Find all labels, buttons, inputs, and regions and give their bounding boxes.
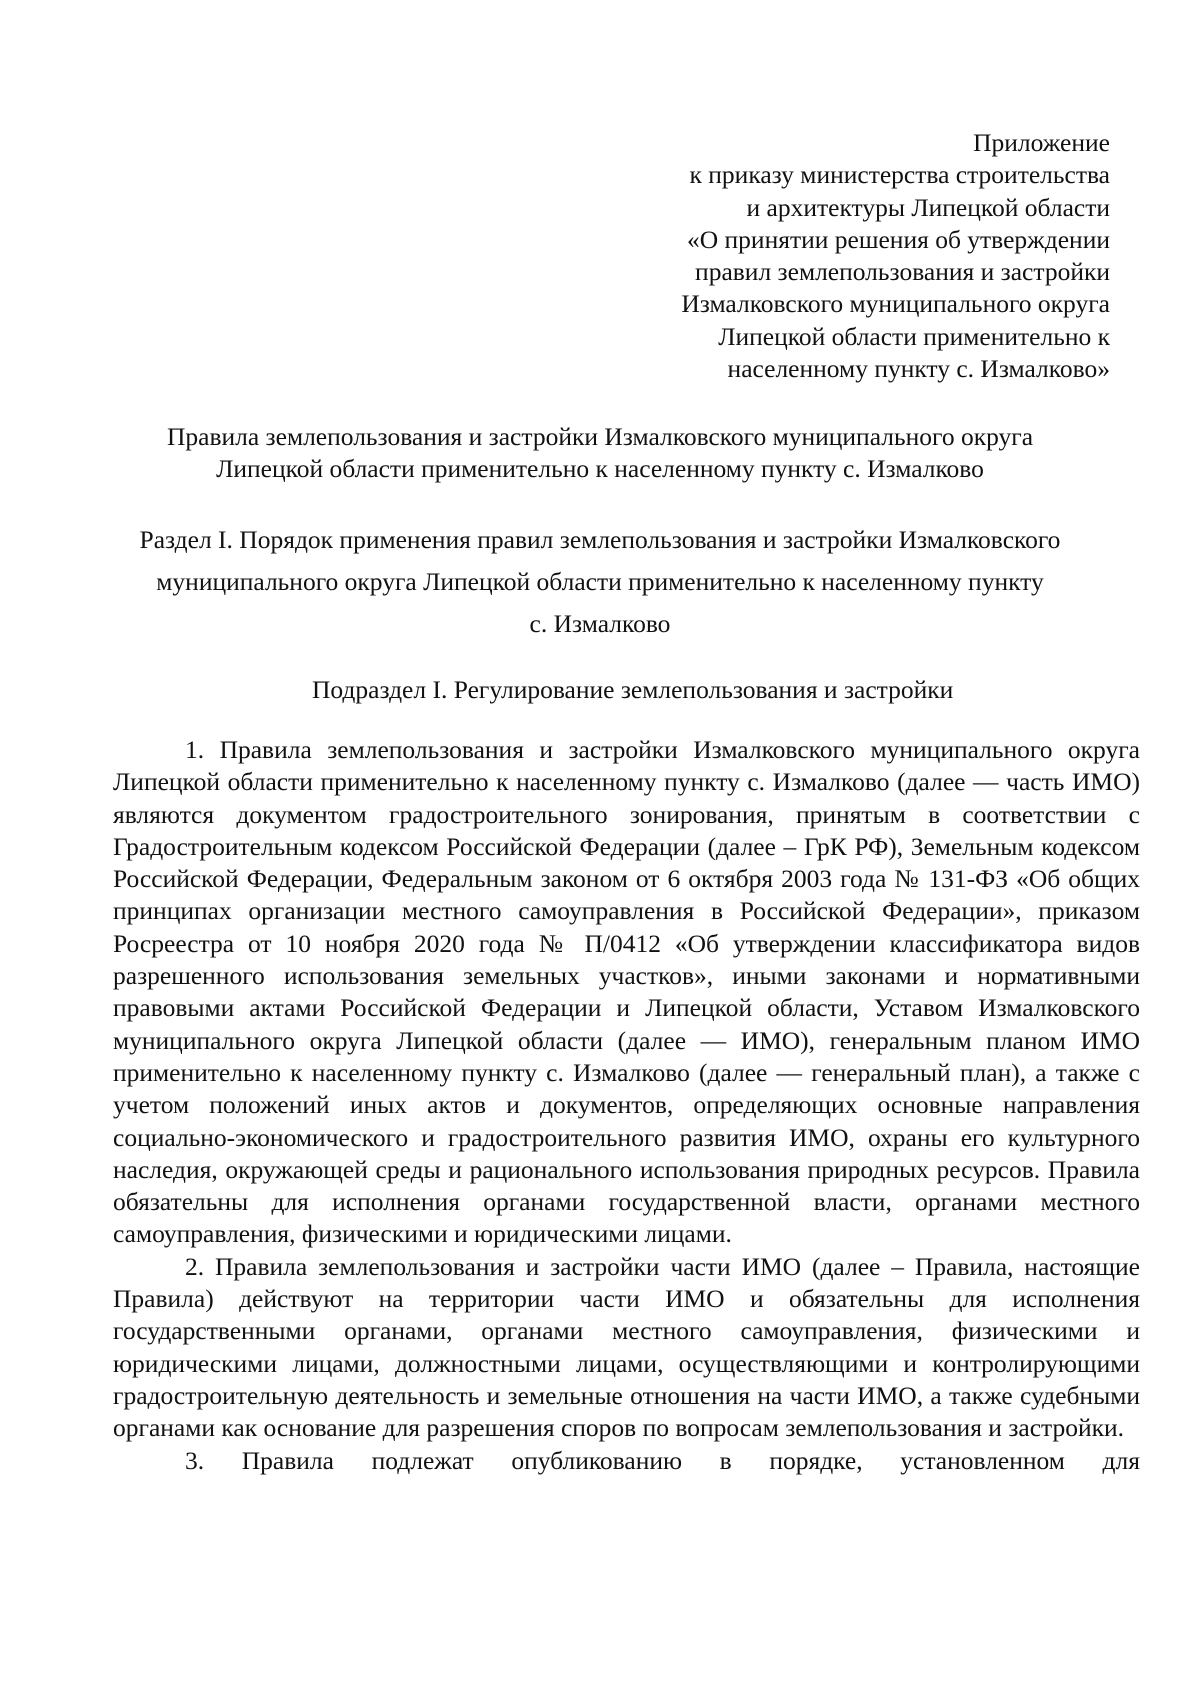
- appendix-line: и архитектуры Липецкой области: [746, 192, 1110, 222]
- section-title-line: Раздел I. Порядок применения правил землепользования и застройки Измалковского: [139, 525, 1061, 554]
- document-title-line: Правила землепользования и застройки Измалковского муниципального округа: [166, 422, 1034, 451]
- paragraph-1: 1. Правила землепользования и застройки Измалковского муниципального округа Липецкой области применительно к населенному пункту с. Измалково (далее — часть ИМО) являются документом градостроительного зонирования, принятым в соответствии с Градостроительным кодексом Российской Федерации (далее – ГрК РФ), Земельным кодексом Российской Федерации, Федеральным законом от 6 октября 2003 года № 131-ФЗ «Об общих принципах организации местного самоуправления в Российской Федерации», приказом Росреестра от 10 ноября 2020 года № П/0412 «Об утверждении классификатора видов разрешенного использования земельных участков», иными законами и нормативными правовыми актами Российской Федерации и Липецкой области, Уставом Измалковского муниципального округа Липецкой области (далее — ИМО), генеральным планом ИМО применительно к населенному пункту с. Измалково (далее — генеральный план), а также с учетом положений иных актов и документов, определяющих основные направления социально-экономического и градостроительного развития ИМО, охраны его культурного наследия, окружающей среды и рационального использования природных ресурсов. Правила обязательны для исполнения органами государственной власти, органами местного самоуправления, физическими и юридическими лицами.: [113, 735, 1140, 1249]
- appendix-line: к приказу министерства строительства: [689, 160, 1110, 190]
- document-title-line: Липецкой области применительно к населенному пункту с. Измалково: [216, 454, 984, 483]
- appendix-line: правил землепользования и застройки: [695, 257, 1110, 287]
- appendix-line: «О принятии решения об утверждении: [687, 224, 1110, 254]
- appendix-line: Липецкой области применительно к: [718, 321, 1110, 351]
- appendix-line: Приложение: [973, 128, 1110, 157]
- document-title: [100, 421, 1100, 485]
- paragraph-2: 2. Правила землепользования и застройки части ИМО (далее – Правила, настоящие Правила) действуют на территории части ИМО и обязательны для исполнения государственными органами, органами местного самоуправления, физическими и юридическими лицами, должностными лицами, осуществляющими и контролирующими градостроительную деятельность и земельные отношения на части ИМО, а также судебными органами как основание для разрешения споров по вопросам землепользования и застройки.: [113, 1251, 1140, 1443]
- appendix-header: [590, 127, 1110, 385]
- section-title: [100, 519, 1100, 645]
- document-body: [113, 734, 1140, 1477]
- section-title-line: с. Измалково: [529, 609, 671, 638]
- section-title-line: муниципального округа Липецкой области применительно к населенному пункту: [156, 567, 1044, 596]
- subsection-title: Подраздел I. Регулирование землепользования и застройки: [312, 675, 954, 704]
- appendix-line: Измалковского муниципального округа: [681, 289, 1110, 319]
- paragraph-3: 3. Правила подлежат опубликованию в порядке, установленном для: [185, 1445, 1140, 1475]
- appendix-line: населенному пункту с. Измалково»: [727, 354, 1110, 384]
